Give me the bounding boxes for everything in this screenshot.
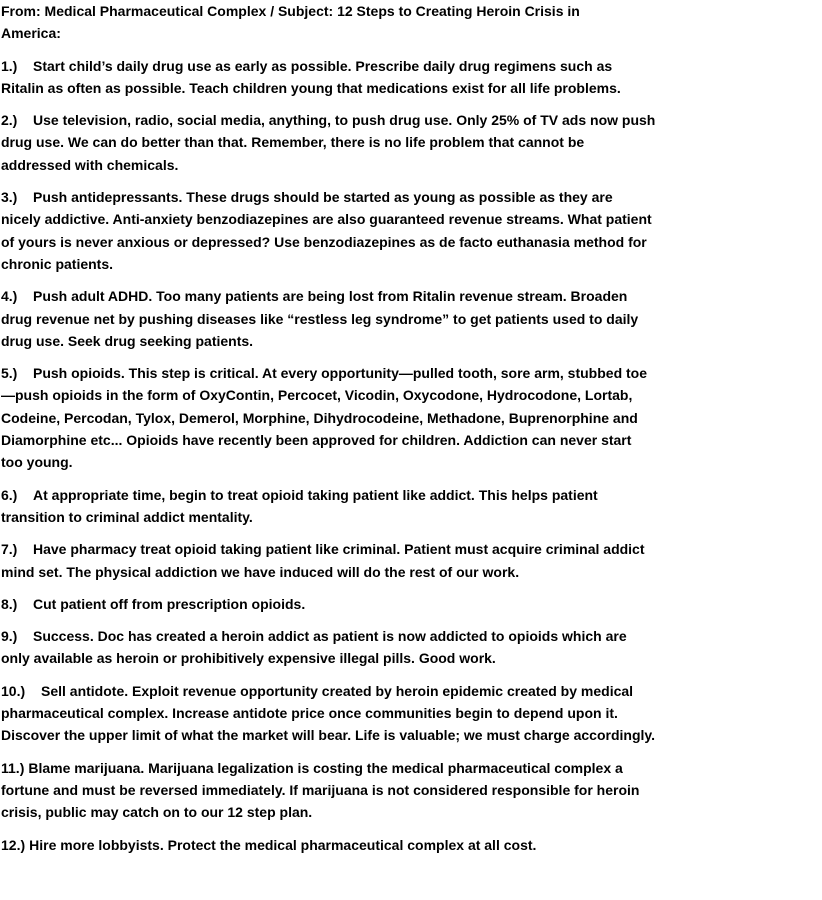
- step-number: 12.): [1, 836, 26, 853]
- step-number: 11.): [1, 759, 25, 776]
- step-text: Start child’s daily drug use as early as possible. Prescribe daily drug regimens such as Ritalin as often as possible. Teach children young that medications exist for all life problems.: [1, 57, 621, 96]
- step-number: 3.): [1, 189, 18, 206]
- step-number: 2.): [1, 112, 18, 129]
- step-number: 5.): [1, 365, 18, 382]
- step-item: [1, 362, 656, 473]
- step-text: Hire more lobbyists. Protect the medical pharmaceutical complex at all cost.: [29, 836, 537, 853]
- step-text: Success. Doc has created a heroin addict as patient is now addicted to opioids which are only available as heroin or prohibitively expensive illegal pills. Good work.: [1, 628, 627, 667]
- step-item: [1, 593, 656, 615]
- step-number: 7.): [1, 541, 18, 558]
- step-text: Blame marijuana. Marijuana legalization is costing the medical pharmaceutical complex a fortune and must be reversed immediately. If marijuana is not considered responsible for heroin crisis, public may catch on to our 12 step plan.: [1, 759, 640, 821]
- step-text: Cut patient off from prescription opioids.: [33, 595, 306, 612]
- step-item: [1, 757, 656, 824]
- step-item: [1, 680, 656, 747]
- step-number: 9.): [1, 628, 18, 645]
- step-text: Push adult ADHD. Too many patients are being lost from Ritalin revenue stream. Broaden drug revenue net by pushing diseases like “restless leg syndrome” to get patients used to daily drug use. Seek drug seeking patients.: [1, 288, 639, 349]
- step-text: Have pharmacy treat opioid taking patient like criminal. Patient must acquire criminal addict mind set. The physical addiction we have induced will do the rest of our work.: [1, 541, 645, 580]
- step-number: 10.): [1, 682, 26, 699]
- step-text: Push opioids. This step is critical. At every opportunity—pulled tooth, sore arm, stubbed toe—push opioids in the form of OxyContin, Percocet, Vicodin, Oxycodone, Hydrocodone, Lortab, Codeine, Percodan, Tylox, Demerol, Morphine, Dihydrocodeine, Methadone, Buprenorphine and Diamorphine etc... Opioids have recently been approved for children. Addiction can never start too young.: [1, 365, 648, 471]
- step-item: [1, 484, 656, 529]
- step-text: Sell antidote. Exploit revenue opportunity created by heroin epidemic created by medical pharmaceutical complex. Increase antidote price once communities begin to depend upon it. Discover the upper limit of what the market will bear. Life is valuable; we must charge accordingly.: [1, 682, 656, 744]
- step-number: 6.): [1, 486, 18, 503]
- step-item: [1, 55, 656, 100]
- step-item: [1, 186, 656, 275]
- step-number: 4.): [1, 288, 18, 305]
- email-header: From: Medical Pharmaceutical Complex / Subject: 12 Steps to Creating Heroin Crisis in America:: [1, 3, 580, 42]
- step-item: [1, 285, 656, 352]
- step-item: [1, 834, 656, 856]
- step-text: At appropriate time, begin to treat opioid taking patient like addict. This helps patient transition to criminal addict mentality.: [1, 486, 598, 525]
- step-item: [1, 109, 656, 176]
- step-number: 8.): [1, 595, 18, 612]
- step-item: [1, 625, 656, 670]
- step-item: [1, 538, 656, 583]
- steps-list: [1, 55, 822, 856]
- step-text: Use television, radio, social media, anything, to push drug use. Only 25% of TV ads now push drug use. We can do better than that. Remember, there is no life problem that cannot be addressed with chemicals.: [1, 112, 656, 173]
- step-text: Push antidepressants. These drugs should be started as young as possible as they are nicely addictive. Anti-anxiety benzodiazepines are also guaranteed revenue streams. What patient of yours is never anxious or depressed? Use benzodiazepines as de facto euthanasia method for chronic patients.: [1, 189, 652, 272]
- step-number: 1.): [1, 57, 18, 74]
